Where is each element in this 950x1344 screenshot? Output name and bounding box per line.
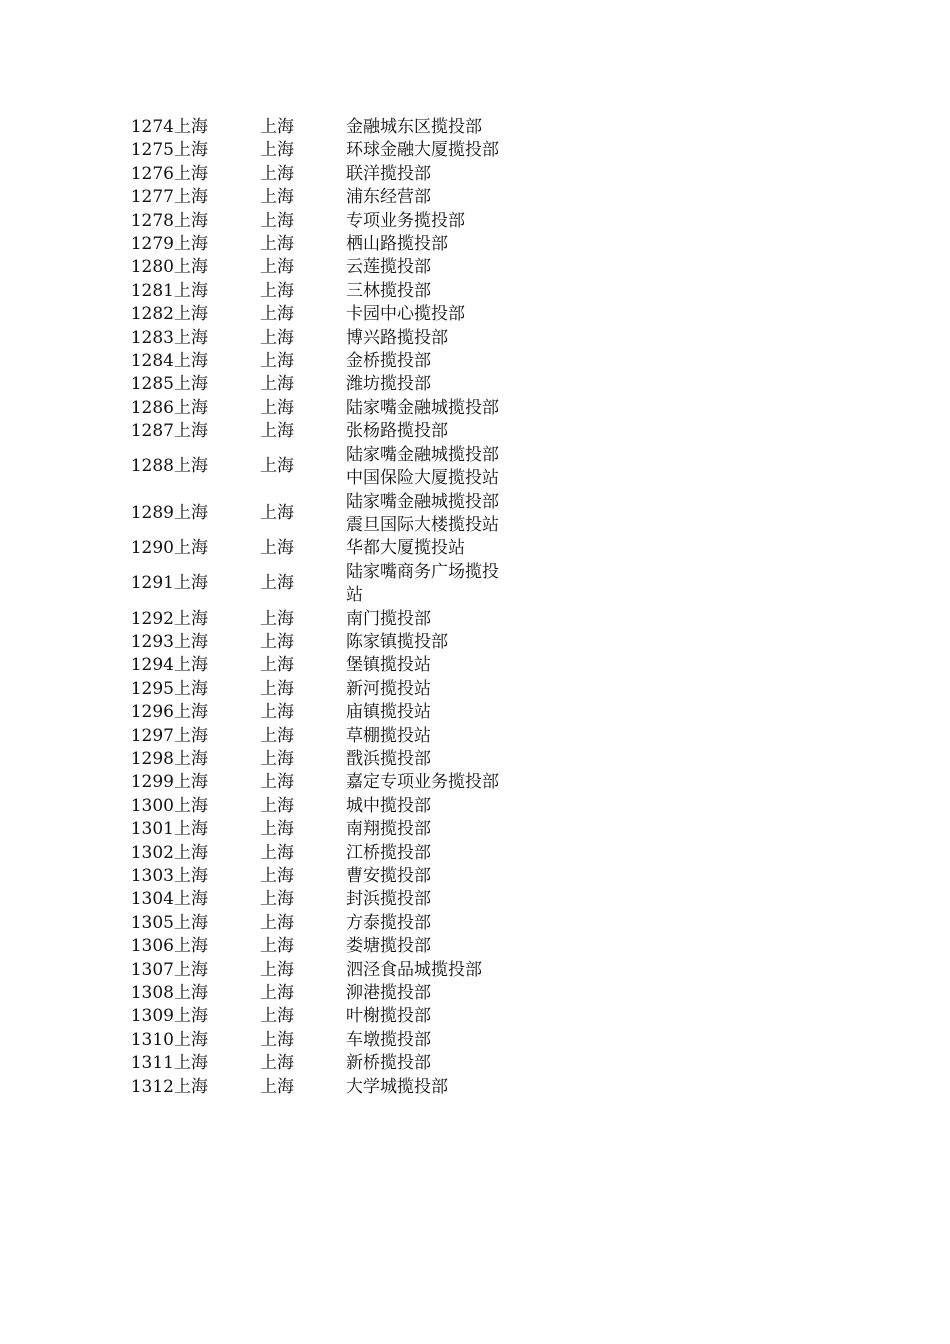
province-cell: 上海	[174, 725, 208, 746]
city-cell: 上海	[260, 117, 294, 137]
province-cell: 上海	[174, 866, 208, 886]
table-row	[128, 608, 506, 631]
row-number: 1305	[130, 912, 174, 933]
outlet-table	[128, 116, 506, 1099]
table-row	[128, 1076, 506, 1099]
city-cell: 上海	[260, 163, 294, 184]
row-number: 1289	[130, 503, 174, 524]
outlet-name-cell: 卡园中心揽投部	[346, 304, 465, 325]
province-cell: 上海	[174, 1006, 208, 1027]
outlet-name-cell: 金桥揽投部	[346, 351, 431, 372]
table-row	[128, 865, 506, 888]
city-cell: 上海	[260, 538, 294, 559]
table-row	[128, 912, 506, 935]
outlet-name-cell: 堡镇揽投站	[346, 655, 431, 676]
city-cell: 上海	[260, 456, 294, 477]
row-number: 1290	[130, 538, 174, 559]
outlet-name-cell: 戬浜揽投部	[346, 748, 431, 769]
city-cell: 上海	[260, 210, 294, 231]
table-row	[128, 256, 506, 279]
row-number: 1281	[130, 280, 174, 301]
outlet-name-cell: 泗泾食品城揽投部	[346, 959, 482, 980]
table-row	[128, 818, 506, 841]
province-cell: 上海	[174, 936, 208, 957]
city-cell: 上海	[260, 936, 294, 957]
outlet-name-cell: 嘉定专项业务揽投部	[346, 772, 499, 793]
city-cell: 上海	[260, 959, 294, 980]
row-number: 1294	[130, 655, 174, 676]
outlet-name-cell: 华都大厦揽投站	[346, 538, 465, 559]
table-row	[128, 888, 506, 911]
city-cell: 上海	[260, 421, 294, 442]
outlet-name-cell: 草棚揽投站	[346, 725, 431, 746]
city-cell: 上海	[260, 631, 294, 652]
table-row	[128, 701, 506, 724]
table-row	[128, 537, 506, 560]
row-number: 1277	[130, 187, 174, 208]
row-number: 1286	[130, 397, 174, 418]
row-number: 1300	[130, 795, 174, 816]
row-number: 1309	[130, 1006, 174, 1027]
province-cell: 上海	[174, 983, 208, 1004]
row-number: 1274	[130, 117, 174, 137]
province-cell: 上海	[174, 351, 208, 372]
outlet-name-cell: 环球金融大厦揽投部	[346, 140, 499, 161]
table-row	[128, 280, 506, 303]
table-row	[128, 303, 506, 326]
city-cell: 上海	[260, 678, 294, 699]
outlet-name-cell: 联洋揽投部	[346, 163, 431, 184]
row-number: 1282	[130, 304, 174, 325]
table-row	[128, 327, 506, 350]
city-cell: 上海	[260, 819, 294, 840]
city-cell: 上海	[260, 573, 294, 594]
outlet-name-cell: 封浜揽投部	[346, 889, 431, 910]
city-cell: 上海	[260, 772, 294, 793]
row-number: 1311	[130, 1053, 174, 1074]
city-cell: 上海	[260, 234, 294, 255]
row-number: 1297	[130, 725, 174, 746]
outlet-name-cell: 张杨路揽投部	[346, 421, 448, 442]
city-cell: 上海	[260, 503, 294, 524]
outlet-name-cell: 金融城东区揽投部	[346, 117, 482, 137]
city-cell: 上海	[260, 866, 294, 886]
province-cell: 上海	[174, 772, 208, 793]
province-cell: 上海	[174, 702, 208, 723]
outlet-name-cell: 云莲揽投部	[346, 257, 431, 278]
outlet-name-cell: 浦东经营部	[346, 187, 431, 208]
row-number: 1306	[130, 936, 174, 957]
table-row	[128, 1005, 506, 1028]
table-row	[128, 491, 506, 538]
table-row	[128, 842, 506, 865]
outlet-name-cell: 栖山路揽投部	[346, 234, 448, 255]
table-row	[128, 795, 506, 818]
table-row	[128, 163, 506, 186]
table-row	[128, 959, 506, 982]
outlet-name-cell: 叶榭揽投部	[346, 1006, 431, 1027]
city-cell: 上海	[260, 1029, 294, 1050]
outlet-name-cell: 城中揽投部	[346, 795, 431, 816]
province-cell: 上海	[174, 503, 208, 524]
city-cell: 上海	[260, 374, 294, 395]
province-cell: 上海	[174, 210, 208, 231]
province-cell: 上海	[174, 538, 208, 559]
city-cell: 上海	[260, 1076, 294, 1097]
province-cell: 上海	[174, 631, 208, 652]
city-cell: 上海	[260, 1053, 294, 1074]
city-cell: 上海	[260, 187, 294, 208]
province-cell: 上海	[174, 397, 208, 418]
outlet-name-cell: 南门揽投部	[346, 608, 431, 629]
table-row	[128, 982, 506, 1005]
table-row	[128, 561, 506, 608]
province-cell: 上海	[174, 655, 208, 676]
row-number: 1298	[130, 748, 174, 769]
row-number: 1312	[130, 1076, 174, 1097]
outlet-name-cell: 陆家嘴金融城揽投部中国保险大厦揽投站	[346, 444, 499, 489]
row-number: 1276	[130, 163, 174, 184]
city-cell: 上海	[260, 257, 294, 278]
table-row	[128, 654, 506, 677]
row-number: 1310	[130, 1029, 174, 1050]
city-cell: 上海	[260, 397, 294, 418]
city-cell: 上海	[260, 748, 294, 769]
province-cell: 上海	[174, 374, 208, 395]
outlet-name-cell: 庙镇揽投站	[346, 702, 431, 723]
province-cell: 上海	[174, 163, 208, 184]
outlet-name-cell: 车墩揽投部	[346, 1029, 431, 1050]
table-row	[128, 139, 506, 162]
row-number: 1283	[130, 327, 174, 348]
outlet-table-body	[128, 116, 506, 1099]
outlet-name-cell: 南翔揽投部	[346, 819, 431, 840]
province-cell: 上海	[174, 795, 208, 816]
city-cell: 上海	[260, 983, 294, 1004]
city-cell: 上海	[260, 351, 294, 372]
city-cell: 上海	[260, 795, 294, 816]
outlet-name-cell: 陈家镇揽投部	[346, 631, 448, 652]
city-cell: 上海	[260, 912, 294, 933]
outlet-name-cell: 新河揽投站	[346, 678, 431, 699]
outlet-name-cell: 大学城揽投部	[346, 1076, 448, 1097]
table-row	[128, 935, 506, 958]
province-cell: 上海	[174, 1029, 208, 1050]
city-cell: 上海	[260, 304, 294, 325]
province-cell: 上海	[174, 257, 208, 278]
outlet-name-cell: 泖港揽投部	[346, 983, 431, 1004]
province-cell: 上海	[174, 234, 208, 255]
outlet-name-cell: 陆家嘴金融城揽投部震旦国际大楼揽投站	[346, 491, 499, 535]
table-row	[128, 771, 506, 794]
row-number: 1278	[130, 210, 174, 231]
table-row	[128, 1052, 506, 1075]
province-cell: 上海	[174, 1076, 208, 1097]
row-number: 1299	[130, 772, 174, 793]
row-number: 1295	[130, 678, 174, 699]
province-cell: 上海	[174, 889, 208, 910]
province-cell: 上海	[174, 959, 208, 980]
city-cell: 上海	[260, 655, 294, 676]
table-row	[128, 1029, 506, 1052]
row-number: 1308	[130, 983, 174, 1004]
table-row	[128, 444, 506, 491]
province-cell: 上海	[174, 1053, 208, 1074]
province-cell: 上海	[174, 842, 208, 863]
province-cell: 上海	[174, 327, 208, 348]
table-row	[128, 186, 506, 209]
row-number: 1293	[130, 631, 174, 652]
row-number: 1287	[130, 421, 174, 442]
table-row	[128, 631, 506, 654]
outlet-name-cell: 江桥揽投部	[346, 842, 431, 863]
outlet-name-cell: 新桥揽投部	[346, 1053, 431, 1074]
city-cell: 上海	[260, 842, 294, 863]
table-row	[128, 116, 506, 139]
city-cell: 上海	[260, 702, 294, 723]
row-number: 1301	[130, 819, 174, 840]
row-number: 1275	[130, 140, 174, 161]
outlet-name-cell: 陆家嘴商务广场揽投站	[346, 561, 499, 606]
outlet-name-cell: 三林揽投部	[346, 280, 431, 301]
row-number: 1288	[130, 456, 174, 477]
province-cell: 上海	[174, 608, 208, 629]
outlet-name-cell: 曹安揽投部	[346, 866, 431, 886]
outlet-name-cell: 博兴路揽投部	[346, 327, 448, 348]
table-row	[128, 373, 506, 396]
row-number: 1302	[130, 842, 174, 863]
province-cell: 上海	[174, 819, 208, 840]
table-row	[128, 233, 506, 256]
city-cell: 上海	[260, 725, 294, 746]
province-cell: 上海	[174, 280, 208, 301]
province-cell: 上海	[174, 117, 208, 137]
province-cell: 上海	[174, 421, 208, 442]
province-cell: 上海	[174, 140, 208, 161]
outlet-name-cell: 陆家嘴金融城揽投部	[346, 397, 499, 418]
table-row	[128, 725, 506, 748]
row-number: 1296	[130, 702, 174, 723]
row-number: 1280	[130, 257, 174, 278]
row-number: 1303	[130, 866, 174, 886]
table-row	[128, 397, 506, 420]
outlet-name-cell: 潍坊揽投部	[346, 374, 431, 395]
row-number: 1285	[130, 374, 174, 395]
table-row	[128, 678, 506, 701]
city-cell: 上海	[260, 1006, 294, 1027]
outlet-name-cell: 专项业务揽投部	[346, 210, 465, 231]
city-cell: 上海	[260, 889, 294, 910]
province-cell: 上海	[174, 456, 208, 477]
city-cell: 上海	[260, 327, 294, 348]
row-number: 1291	[130, 573, 174, 594]
province-cell: 上海	[174, 304, 208, 325]
province-cell: 上海	[174, 678, 208, 699]
outlet-name-cell: 方泰揽投部	[346, 912, 431, 933]
table-row	[128, 748, 506, 771]
row-number: 1304	[130, 889, 174, 910]
province-cell: 上海	[174, 912, 208, 933]
outlet-name-cell: 娄塘揽投部	[346, 936, 431, 957]
city-cell: 上海	[260, 280, 294, 301]
province-cell: 上海	[174, 748, 208, 769]
city-cell: 上海	[260, 608, 294, 629]
table-row	[128, 350, 506, 373]
table-row	[128, 210, 506, 233]
table-row	[128, 420, 506, 443]
province-cell: 上海	[174, 573, 208, 594]
row-number: 1284	[130, 351, 174, 372]
row-number: 1292	[130, 608, 174, 629]
row-number: 1279	[130, 234, 174, 255]
city-cell: 上海	[260, 140, 294, 161]
row-number: 1307	[130, 959, 174, 980]
province-cell: 上海	[174, 187, 208, 208]
